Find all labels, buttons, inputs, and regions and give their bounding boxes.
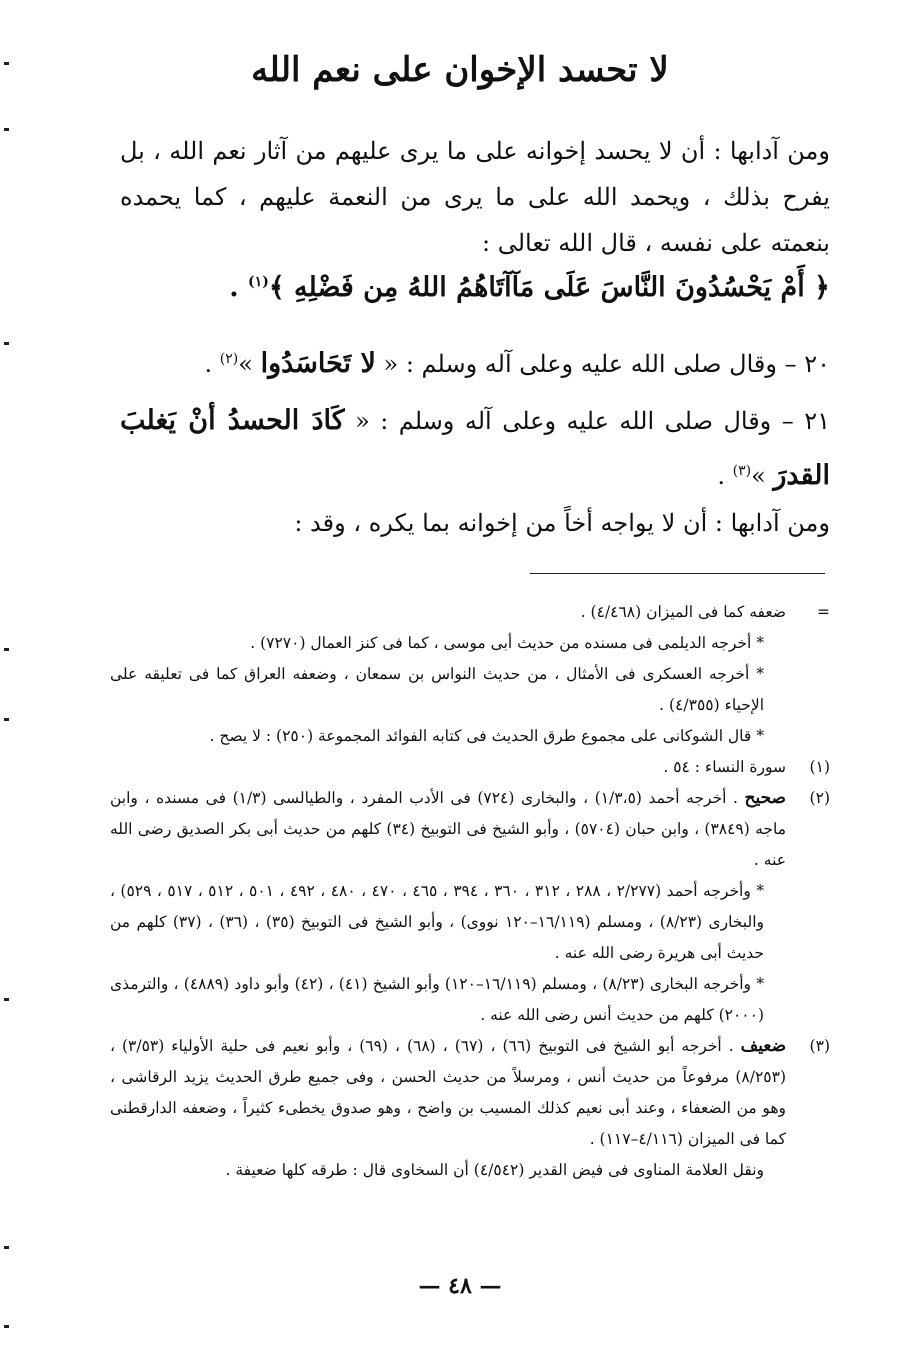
scan-margin-mark	[4, 1325, 9, 1328]
footnote-bullet: * أخرجه العسكرى فى الأمثال ، من حديث النواس بن سمعان ، وضعفه العراق كما فى تعليقه على الإحياء (٤/٣٥٥) .	[110, 665, 764, 714]
footnote-text: . أخرجه أبو الشيخ فى التوبيخ (٦٦) ، (٦٧) ، (٦٨) ، (٦٩) ، وأبو نعيم فى حلية الأولياء (٣/٥٣) ، (٨/٢٥٣) مرفوعاً من حديث أنس ، ومرسلاً من حديث الحسن ، وفى جميع طرق الحديث يزيد الرقاشى ، وهو من الضعفاء ، وعند أبى نعيم كذلك المسيب بن واضح ، وهو صدوق يخطىء كثيراً ، وضعفه الدارقطنى كما فى الميزان (٤/١١٦–١١٧) .	[110, 1037, 786, 1148]
footnote-text: سورة النساء : ٥٤ .	[663, 758, 786, 776]
continuation-mark: =	[817, 603, 830, 621]
footnote-bullet: * قال الشوكانى على مجموع طرق الحديث فى كتابه الفوائد المجموعة (٢٥٠) : لا يصح .	[209, 727, 764, 745]
quran-verse: ﴿ أَمْ يَحْسُدُونَ النَّاسَ عَلَى مَآآتَاهُمُ اللهُ مِن فَضْلِهِ ﴾$^{(١)}$ .	[229, 272, 830, 303]
scan-margin-mark	[4, 62, 9, 65]
scan-margin-mark	[4, 648, 9, 651]
hadith-grade: صحيح	[744, 788, 786, 808]
footnote-text: ضعفه كما فى الميزان (٤/٤٦٨) .	[580, 603, 786, 621]
scan-margin-mark	[4, 128, 9, 131]
footnote-bullet: ونقل العلامة المناوى فى فيض القدير (٤/٥٤٢) أن السخاوى قال : طرقه كلها ضعيفة .	[225, 1161, 764, 1179]
verse-footnote-ref: (١)	[248, 274, 269, 290]
closing-paragraph: ومن آدابها : أن لا يواجه أخاً من إخوانه بما يكره ، وقد :	[294, 509, 830, 537]
hadith-20: ٢٠ – وقال صلى الله عليه وعلى آله وسلم : « لا تَحَاسَدُوا »$^{(٢)}$ .	[204, 348, 830, 379]
verse-text: ﴿ أَمْ يَحْسُدُونَ النَّاسَ عَلَى مَآآتَاهُمُ اللهُ مِن فَضْلِهِ ﴾	[268, 272, 830, 303]
scan-margin-mark	[4, 342, 9, 345]
footnote-continuation	[110, 597, 830, 628]
footnote-number: (٢)	[809, 789, 830, 807]
footnote-2	[110, 783, 830, 876]
scan-margin-mark	[4, 718, 9, 721]
page-title: لا تحسد الإخوان على نعم الله	[251, 50, 669, 90]
footnote-number: (١)	[809, 758, 830, 776]
hadith-21-intro: ٢١ – وقال صلى الله عليه وعلى آله وسلم : «	[355, 407, 830, 435]
hadith-21-text: كَادَ الحسدُ أنْ يَغلبَ القدرَ	[120, 405, 830, 491]
intro-paragraph: ومن آدابها : أن لا يحسد إخوانه على ما يرى عليهم من آثار نعم الله ، بل يفرح بذلك ، ويحمد الله على ما يرى من النعمة عليهم ، كما يحمده بنعمته على نفسه ، قال الله تعالى :	[120, 137, 830, 257]
scan-margin-mark	[4, 1246, 9, 1249]
footnote-1	[110, 752, 830, 783]
footnotes	[110, 597, 830, 1186]
hadith-21: ٢١ – وقال صلى الله عليه وعلى آله وسلم : « كَادَ الحسدُ أنْ يَغلبَ القدرَ »$^{(٣)}$ .	[120, 405, 830, 491]
footnote-text: . أخرجه أحمد (١/٣،٥) ، والبخارى (٧٢٤) فى الأدب المفرد ، والطيالسى (١/٣) فى مسنده ، وابن ماجه (٣٨٤٩) ، وابن حبان (٥٧٠٤) ، وأبو الشيخ فى التوبيخ (٣٤) كلهم من حديث أبى بكر الصديق رضى الله عنه .	[110, 789, 786, 869]
scan-margin-mark	[4, 998, 9, 1001]
hadith-21-footnote-ref: (٣)	[732, 463, 752, 479]
footnote-3	[110, 1031, 830, 1155]
footnote-divider	[530, 573, 825, 574]
footnote-bullet: * وأخرجه أحمد (٢/٢٧٧ ، ٢٨٨ ، ٣١٢ ، ٣٦٠ ، ٣٩٤ ، ٤٦٥ ، ٤٧٠ ، ٤٨٠ ، ٤٩٢ ، ٥٠١ ، ٥١٢ ، ٥١٧ ، ٥٢٩) ، والبخارى (٨/٢٣) ، ومسلم (١٦/١١٩–١٢٠ نووى) ، وأبو الشيخ فى التوبيخ (٣٥) ، (٣٦) ، (٣٧) كلهم من حديث أبى هريرة رضى الله عنه .	[110, 882, 765, 962]
hadith-20-text: لا تَحَاسَدُوا	[260, 348, 376, 379]
page-number: — ٤٨ —	[418, 1273, 502, 1299]
footnote-bullet: * وأخرجه البخارى (٨/٢٣) ، ومسلم (١٦/١١٩–١٢٠) وأبو الشيخ (٤١) ، (٤٢) وأبو داود (٤٨٨٩) ، والترمذى (٢٠٠٠) كلهم من حديث أنس رضى الله عنه .	[110, 975, 764, 1024]
footnote-bullet: * أخرجه الديلمى فى مسنده من حديث أبى موسى ، كما فى كنز العمال (٧٢٧٠) .	[250, 634, 764, 652]
hadith-grade: ضعيف	[740, 1036, 787, 1056]
footnote-number: (٣)	[809, 1037, 830, 1055]
hadith-20-intro: ٢٠ – وقال صلى الله عليه وعلى آله وسلم : «	[383, 350, 830, 378]
hadith-20-footnote-ref: (٢)	[219, 351, 239, 367]
